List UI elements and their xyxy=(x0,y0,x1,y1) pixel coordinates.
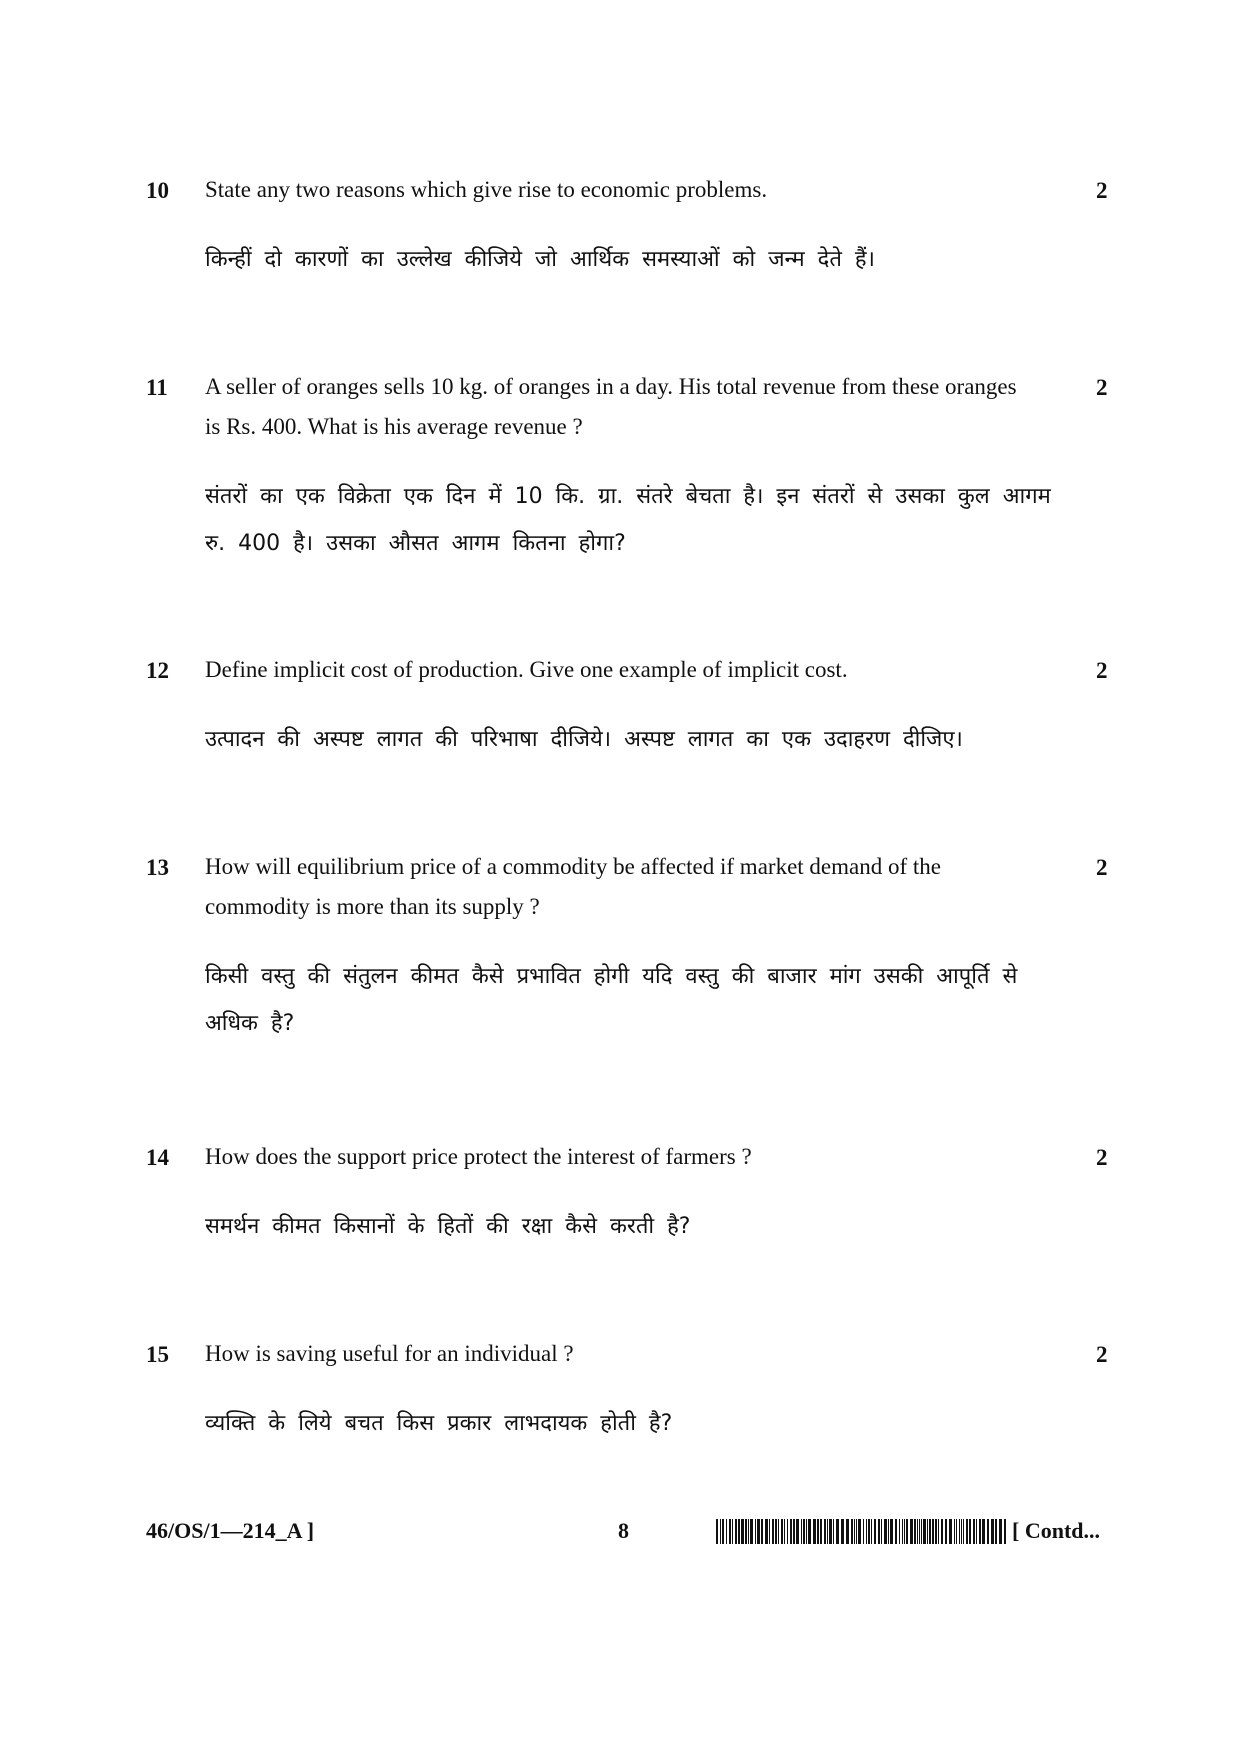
question-marks: 2 xyxy=(1096,658,1108,683)
paper-code: 46/OS/1—214_A ] xyxy=(146,1518,315,1543)
question-marks: 2 xyxy=(1096,1342,1108,1367)
question-text-hindi: उत्पादन की अस्पष्ट लागत की परिभाषा दीजिये। अस्पष्ट लागत का एक उदाहरण दीजिए। xyxy=(205,727,963,752)
question-text-english: State any two reasons which give rise to economic problems. xyxy=(205,177,768,202)
page-number: 8 xyxy=(618,1518,629,1543)
question-text-hindi: व्यक्ति के लिये बचत किस प्रकार लाभदायक होती है? xyxy=(205,1411,673,1436)
question-number: 12 xyxy=(146,658,169,683)
question-number: 15 xyxy=(146,1342,169,1367)
continued-marker: [ Contd... xyxy=(1012,1518,1101,1543)
page-footer xyxy=(0,1518,1241,1558)
question-marks: 2 xyxy=(1096,178,1108,203)
question-text-english: How will equilibrium price of a commodity be affected if market demand of the commodity is more than its supply ? xyxy=(205,854,941,919)
question-text-hindi: संतरों का एक विक्रेता एक दिन में 10 कि. ग्रा. संतरे बेचता है। इन संतरों से उसका कुल आगम रु. 400 है। उसका औसत आगम कितना होगा? xyxy=(205,484,1051,556)
question-marks: 2 xyxy=(1096,855,1108,880)
question-text-english: A seller of oranges sells 10 kg. of oranges in a day. His total revenue from these oranges is Rs. 400. What is his average revenue ? xyxy=(205,374,1017,439)
question-number: 10 xyxy=(146,178,169,203)
question-number: 11 xyxy=(146,375,168,400)
question-text-hindi: समर्थन कीमत किसानों के हितों की रक्षा कैसे करती है? xyxy=(205,1214,691,1239)
question-number: 13 xyxy=(146,855,169,880)
question-text-hindi: किसी वस्तु की संतुलन कीमत कैसे प्रभावित होगी यदि वस्तु की बाजार मांग उसकी आपूर्ति से अधिक है? xyxy=(205,964,1018,1036)
question-text-english: Define implicit cost of production. Give one example of implicit cost. xyxy=(205,657,848,682)
question-text-english: How does the support price protect the interest of farmers ? xyxy=(205,1144,752,1169)
question-marks: 2 xyxy=(1096,1145,1108,1170)
question-number: 14 xyxy=(146,1145,169,1170)
question-text-hindi: किन्हीं दो कारणों का उल्लेख कीजिये जो आर्थिक समस्याओं को जन्म देते हैं। xyxy=(205,247,875,272)
question-text-english: How is saving useful for an individual ? xyxy=(205,1341,574,1366)
question-marks: 2 xyxy=(1096,375,1108,400)
barcode-image xyxy=(716,1519,1006,1544)
